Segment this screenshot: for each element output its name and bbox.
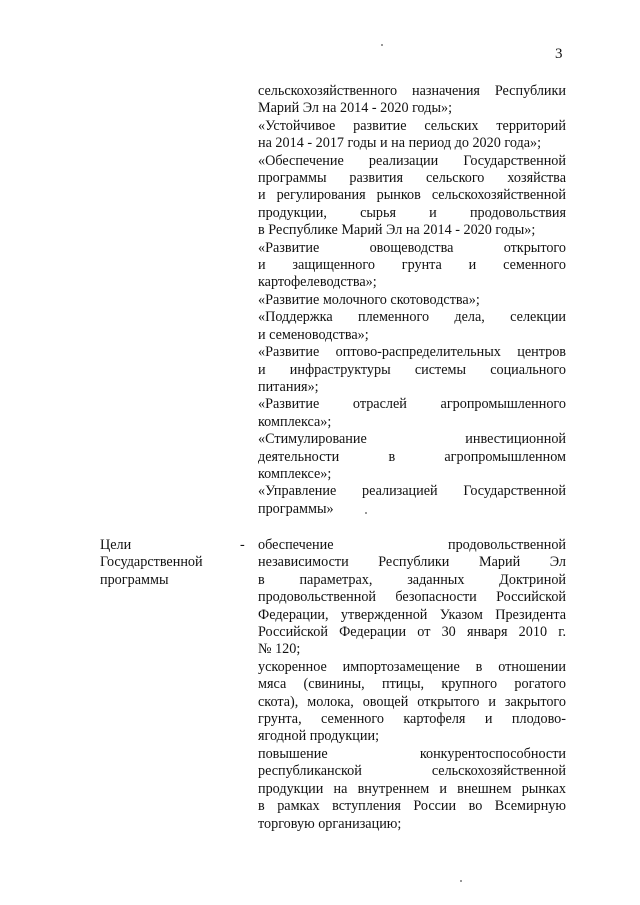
text-line: «Развитие отраслей агропромышленного — [258, 396, 566, 413]
text-line: повышение конкурентоспособности — [258, 745, 566, 762]
text-line: в Республике Марий Эл на 2014 - 2020 годы»; — [258, 222, 536, 239]
text-line: «Обеспечение реализации Государственной — [258, 152, 566, 169]
goals-label-line: Цели — [100, 537, 132, 553]
text-line: продовольственной безопасности Российской — [258, 589, 566, 606]
text-line: торговую организацию; — [258, 815, 402, 832]
page-number: 3 — [555, 46, 563, 62]
subprogram-item — [258, 431, 566, 483]
goals-label-line: Государственной — [100, 554, 203, 571]
text-line: продукции на внутреннем и внешнем рынках — [258, 780, 566, 797]
subprogram-item — [258, 240, 566, 292]
text-line: ягодной продукции; — [258, 728, 380, 745]
text-line: «Развитие овощеводства открытого — [258, 239, 566, 256]
text-line: скота), молока, овощей открытого и закрытого — [258, 693, 566, 710]
scan-speck — [381, 44, 383, 46]
text-line: сельскохозяйственного назначения Республики — [258, 83, 566, 99]
text-line: «Развитие молочного скотоводства»; — [258, 291, 480, 308]
text-line: мяса (свинины, птицы, крупного рогатого — [258, 676, 566, 693]
subprograms-list — [258, 83, 566, 518]
text-line: и регулирования рынков сельскохозяйственной — [258, 187, 566, 204]
text-line: обеспечение продовольственной — [258, 537, 566, 553]
text-line: Российской Федерации от 30 января 2010 г. — [258, 624, 566, 641]
goal-item — [258, 659, 566, 746]
label-dash: - — [240, 537, 245, 553]
text-line: картофелеводства»; — [258, 274, 377, 291]
text-line: на 2014 - 2017 годы и на период до 2020 года»; — [258, 135, 542, 152]
subprogram-item — [258, 483, 566, 518]
subprogram-item — [258, 153, 566, 240]
subprogram-item — [258, 309, 566, 344]
text-line: программы развития сельского хозяйства — [258, 170, 566, 187]
text-line: питания»; — [258, 378, 319, 395]
text-line: «Управление реализацией Государственной — [258, 483, 566, 500]
text-line: и семеноводства»; — [258, 326, 369, 343]
scan-speck — [460, 880, 462, 882]
text-line: и инфраструктуры системы социального — [258, 361, 566, 378]
goals-list — [258, 537, 566, 833]
text-line: «Развитие оптово-распределительных центров — [258, 344, 566, 361]
scan-speck — [365, 512, 367, 514]
text-line: ускоренное импортозамещение в отношении — [258, 658, 566, 675]
text-line: «Поддержка племенного дела, селекции — [258, 309, 566, 326]
goal-item — [258, 537, 566, 659]
subprogram-item — [258, 118, 566, 153]
text-line: в рамках вступления России во Всемирную — [258, 798, 566, 815]
goals-label — [100, 537, 240, 589]
subprogram-item — [258, 396, 566, 431]
text-line: в параметрах, заданных Доктриной — [258, 571, 566, 588]
text-line: грунта, семенного картофеля и плодово- — [258, 711, 566, 728]
text-line: Федерации, утвержденной Указом Президента — [258, 606, 566, 623]
subprogram-item — [258, 292, 566, 309]
goals-label-line: программы — [100, 571, 169, 588]
text-line: и защищенного грунта и семенного — [258, 257, 566, 274]
text-line: деятельности в агропромышленном — [258, 448, 566, 465]
text-line: Марий Эл на 2014 - 2020 годы»; — [258, 100, 453, 117]
subprogram-item — [258, 83, 566, 118]
text-line: «Устойчивое развитие сельских территорий — [258, 117, 566, 134]
subprogram-item — [258, 344, 566, 396]
text-line: независимости Республики Марий Эл — [258, 554, 566, 571]
goal-item — [258, 746, 566, 833]
text-line: продукции, сырья и продовольствия — [258, 204, 566, 221]
text-line: «Стимулирование инвестиционной — [258, 431, 566, 448]
text-line: комплекса»; — [258, 413, 332, 430]
text-line: программы» — [258, 500, 334, 517]
text-line: республиканской сельскохозяйственной — [258, 763, 566, 780]
text-line: № 120; — [258, 641, 301, 658]
text-line: комплексе»; — [258, 465, 332, 482]
